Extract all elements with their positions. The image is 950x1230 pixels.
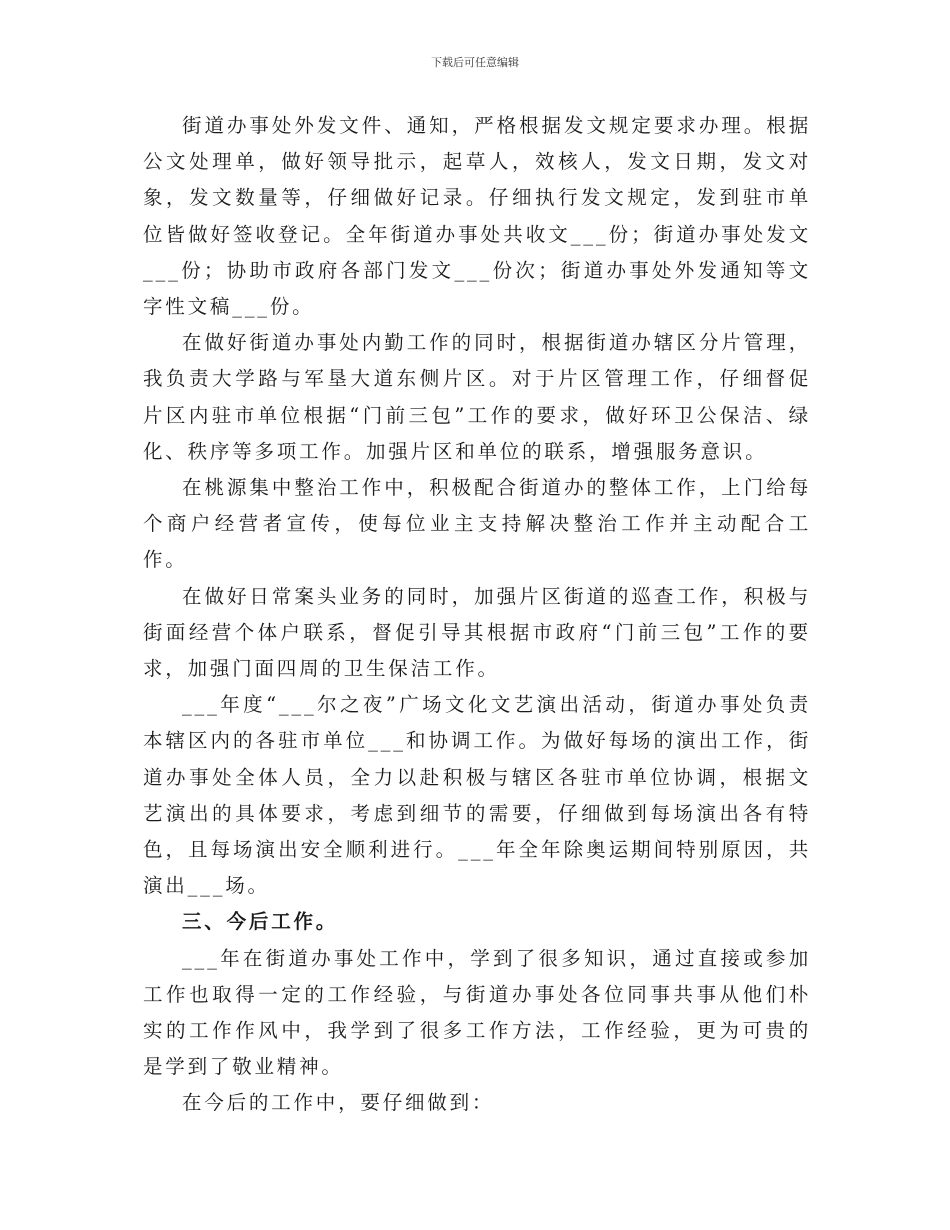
paragraph-future-intro: 在今后的工作中，要仔细做到： xyxy=(182,1091,495,1115)
document-body xyxy=(143,108,811,1122)
paragraph-cultural-performances: ___年度“___尔之夜”广场文化文艺演出活动，街道办事处负责本辖区内的各驻市单位___和协调工作。为做好每场的演出工作，街道办事处全体人员，全力以赴积极与辖区各驻市单位协调，根据文艺演出的具体要求，考虑到细节的需要，仔细做到每场演出各有特色，且每场演出安全顺利进行。___年全年除奥运期间特别原因，共演出___场。 xyxy=(143,693,811,898)
paragraph-district-management: 在做好街道办事处内勤工作的同时，根据街道办辖区分片管理，我负责大学路与军垦大道东侧片区。对于片区管理工作，仔细督促片区内驻市单位根据“门前三包”工作的要求，做好环卫公保洁、绿化、秩序等多项工作。加强片区和单位的联系，增强服务意识。 xyxy=(143,331,811,463)
paragraph-taoyuan-rectification: 在桃源集中整治工作中，积极配合街道办的整体工作，上门给每个商户经营者宣传，使每位业主支持解决整治工作并主动配合工作。 xyxy=(143,476,811,572)
page-header-note: 下载后可任意编辑 xyxy=(431,56,519,69)
section-heading-future-work: 三、今后工作。 xyxy=(182,910,339,934)
paragraph-street-inspection: 在做好日常案头业务的同时，加强片区街道的巡查工作，积极与街面经营个体户联系，督促引导其根据市政府“门前三包”工作的要求，加强门面四周的卫生保洁工作。 xyxy=(143,584,811,681)
paragraph-outgoing-documents: 街道办事处外发文件、通知，严格根据发文规定要求办理。根据公文处理单，做好领导批示，起草人，效核人，发文日期，发文对象，发文数量等，仔细做好记录。仔细执行发文规定，发到驻市单位皆做好签收登记。全年街道办事处共收文___份；街道办事处发文___份；协助市政府各部门发文___份次；街道办事处外发通知等文字性文稿___份。 xyxy=(143,114,811,319)
paragraph-lessons-learned: ___年在街道办事处工作中，学到了很多知识，通过直接或参加工作也取得一定的工作经验，与街道办事处各位同事共事从他们朴实的工作作风中，我学到了很多工作方法，工作经验，更为可贵的是学到了敬业精神。 xyxy=(143,946,811,1079)
